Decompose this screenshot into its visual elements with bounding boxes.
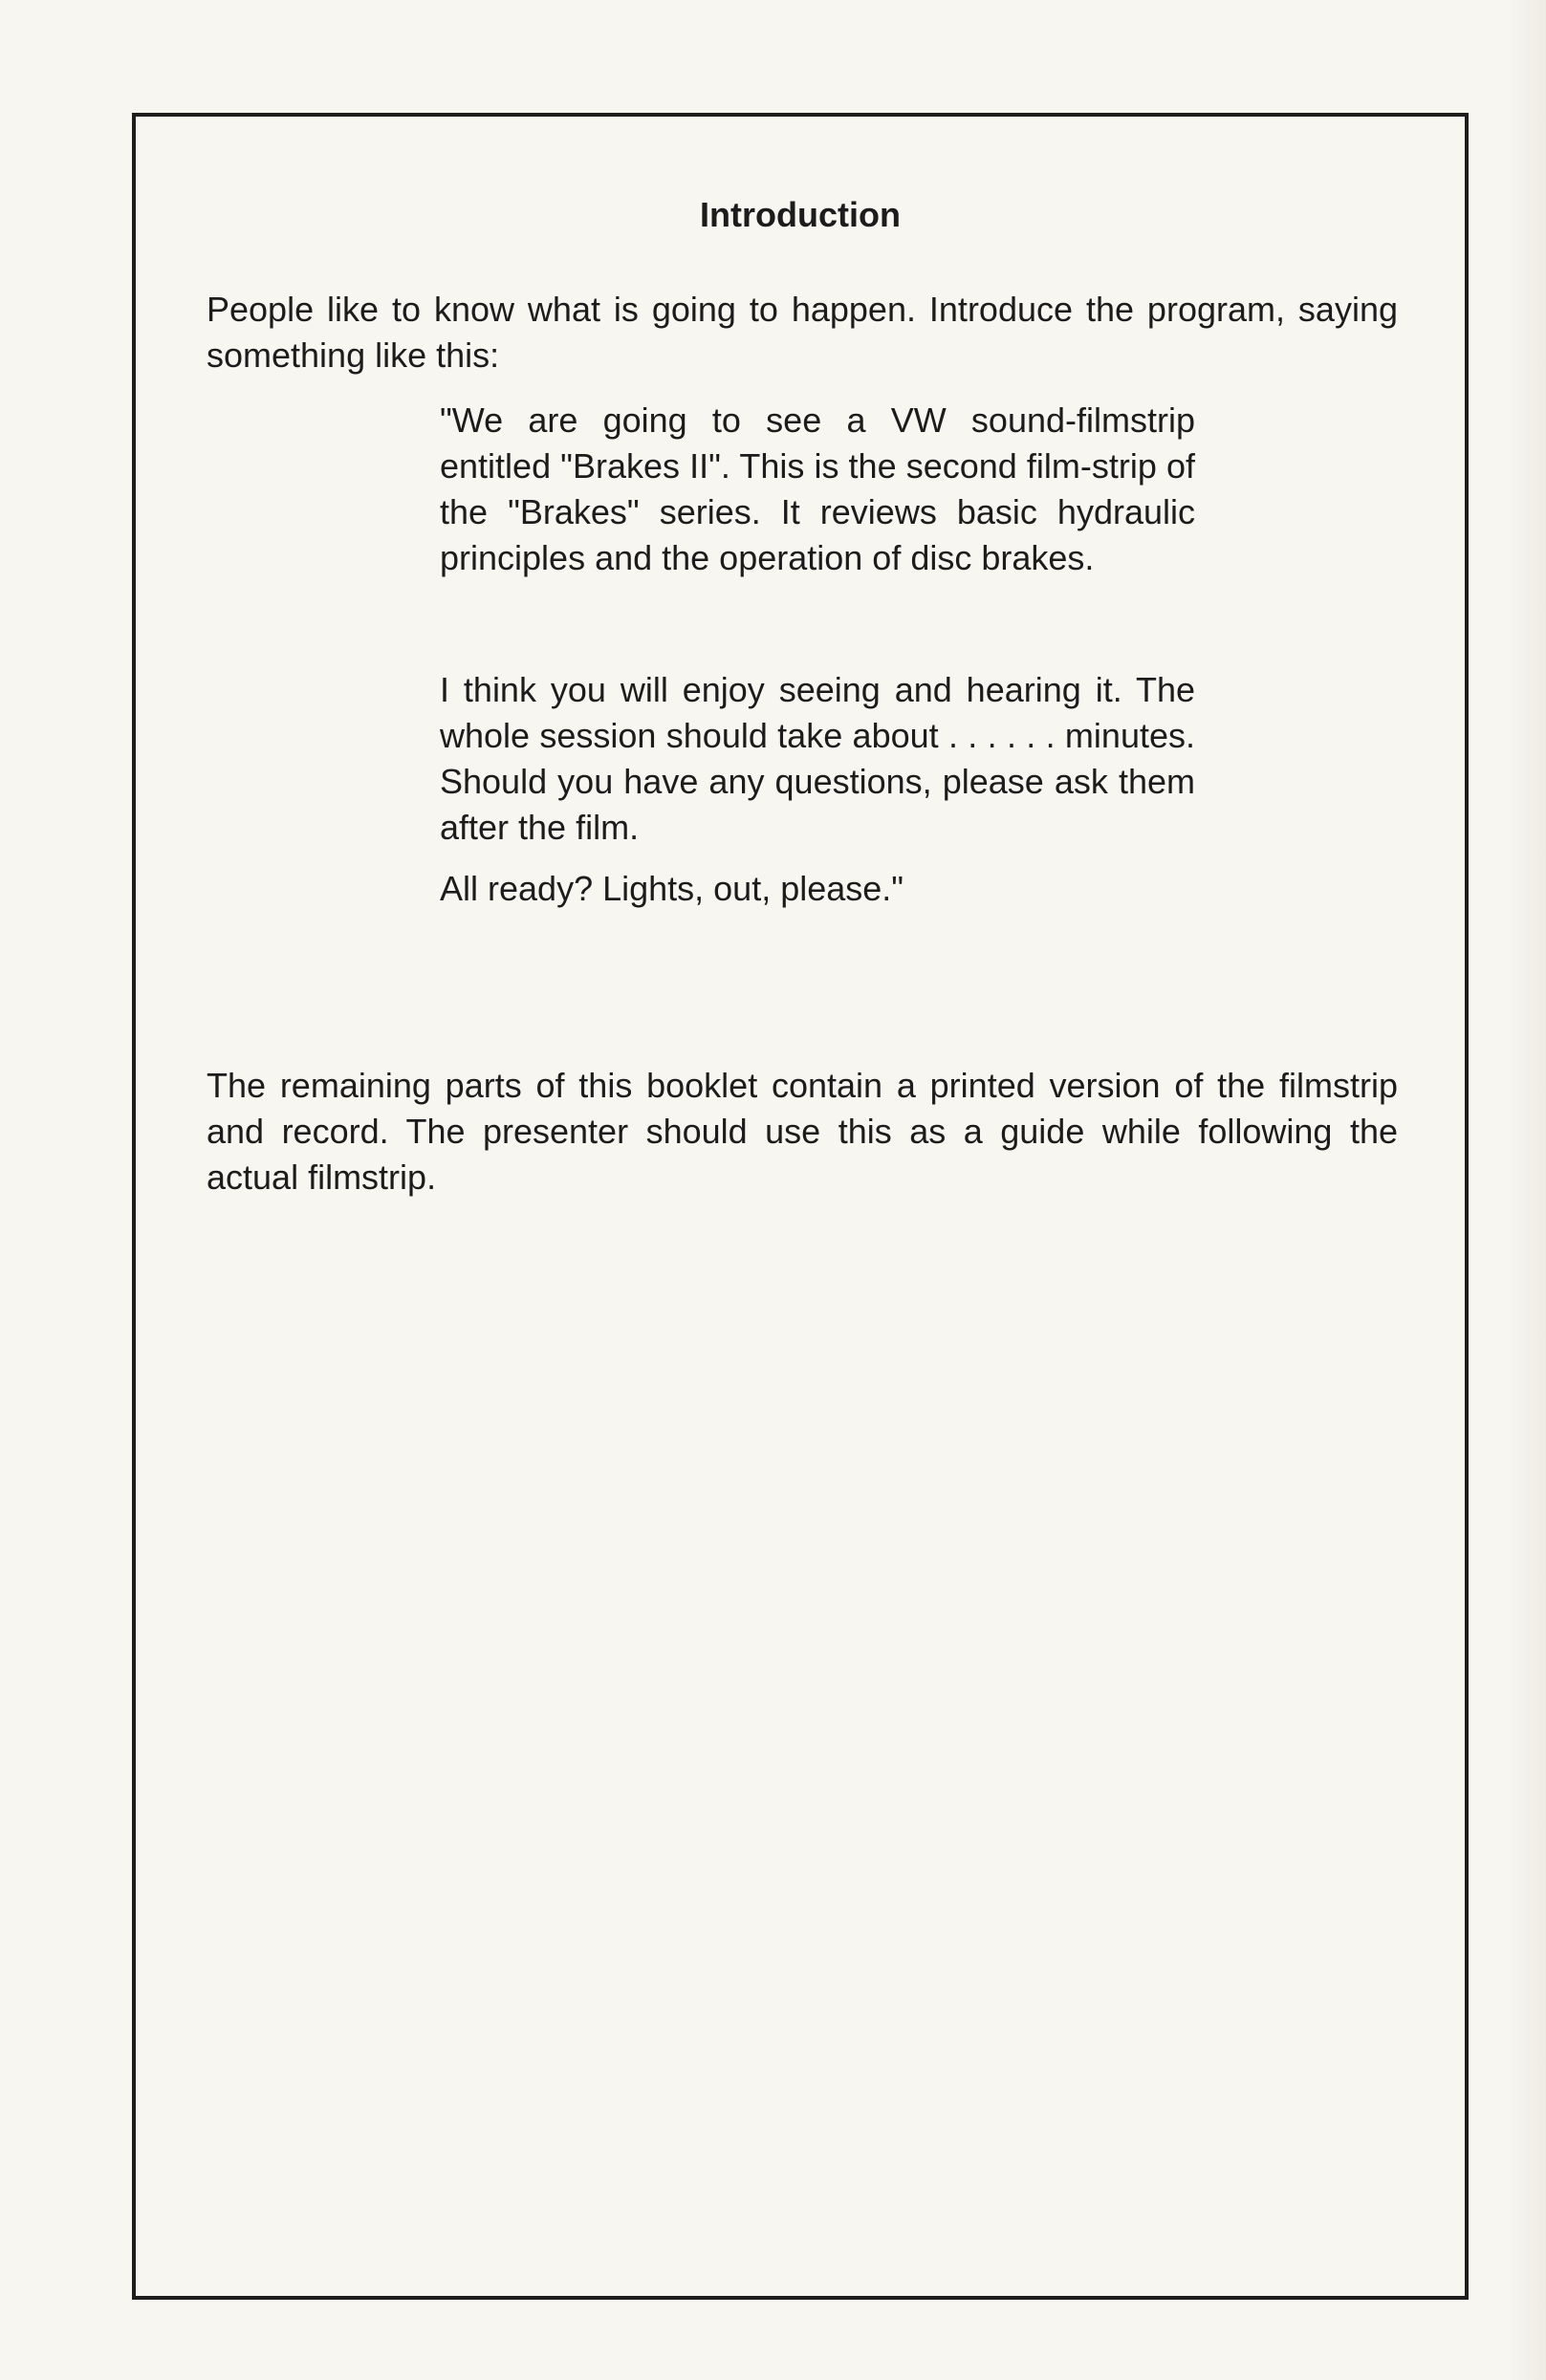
closing-paragraph: The remaining parts of this booklet contain a printed version of the filmstrip and record. The presenter should use this as a guide while following the actual filmstrip. [207, 1066, 1398, 1197]
page-edge-shadow [1508, 0, 1546, 2380]
intro-paragraph: People like to know what is going to happen. Introduce the program, saying something like this: [207, 290, 1398, 375]
quote-paragraph-2: I think you will enjoy seeing and hearing it. The whole session should take about . . . . . . minutes. Should you have any questions, please ask them after the film. [440, 670, 1195, 847]
page-frame [132, 113, 1469, 2300]
quote-paragraph-1: "We are going to see a VW sound-filmstrip entitled "Brakes II". This is the second film-strip of the "Brakes" series. It reviews basic hydraulic principles and the operation of disc brakes. [440, 400, 1195, 577]
page-title: Introduction [700, 195, 901, 234]
quote-paragraph-3: All ready? Lights, out, please." [440, 869, 904, 908]
